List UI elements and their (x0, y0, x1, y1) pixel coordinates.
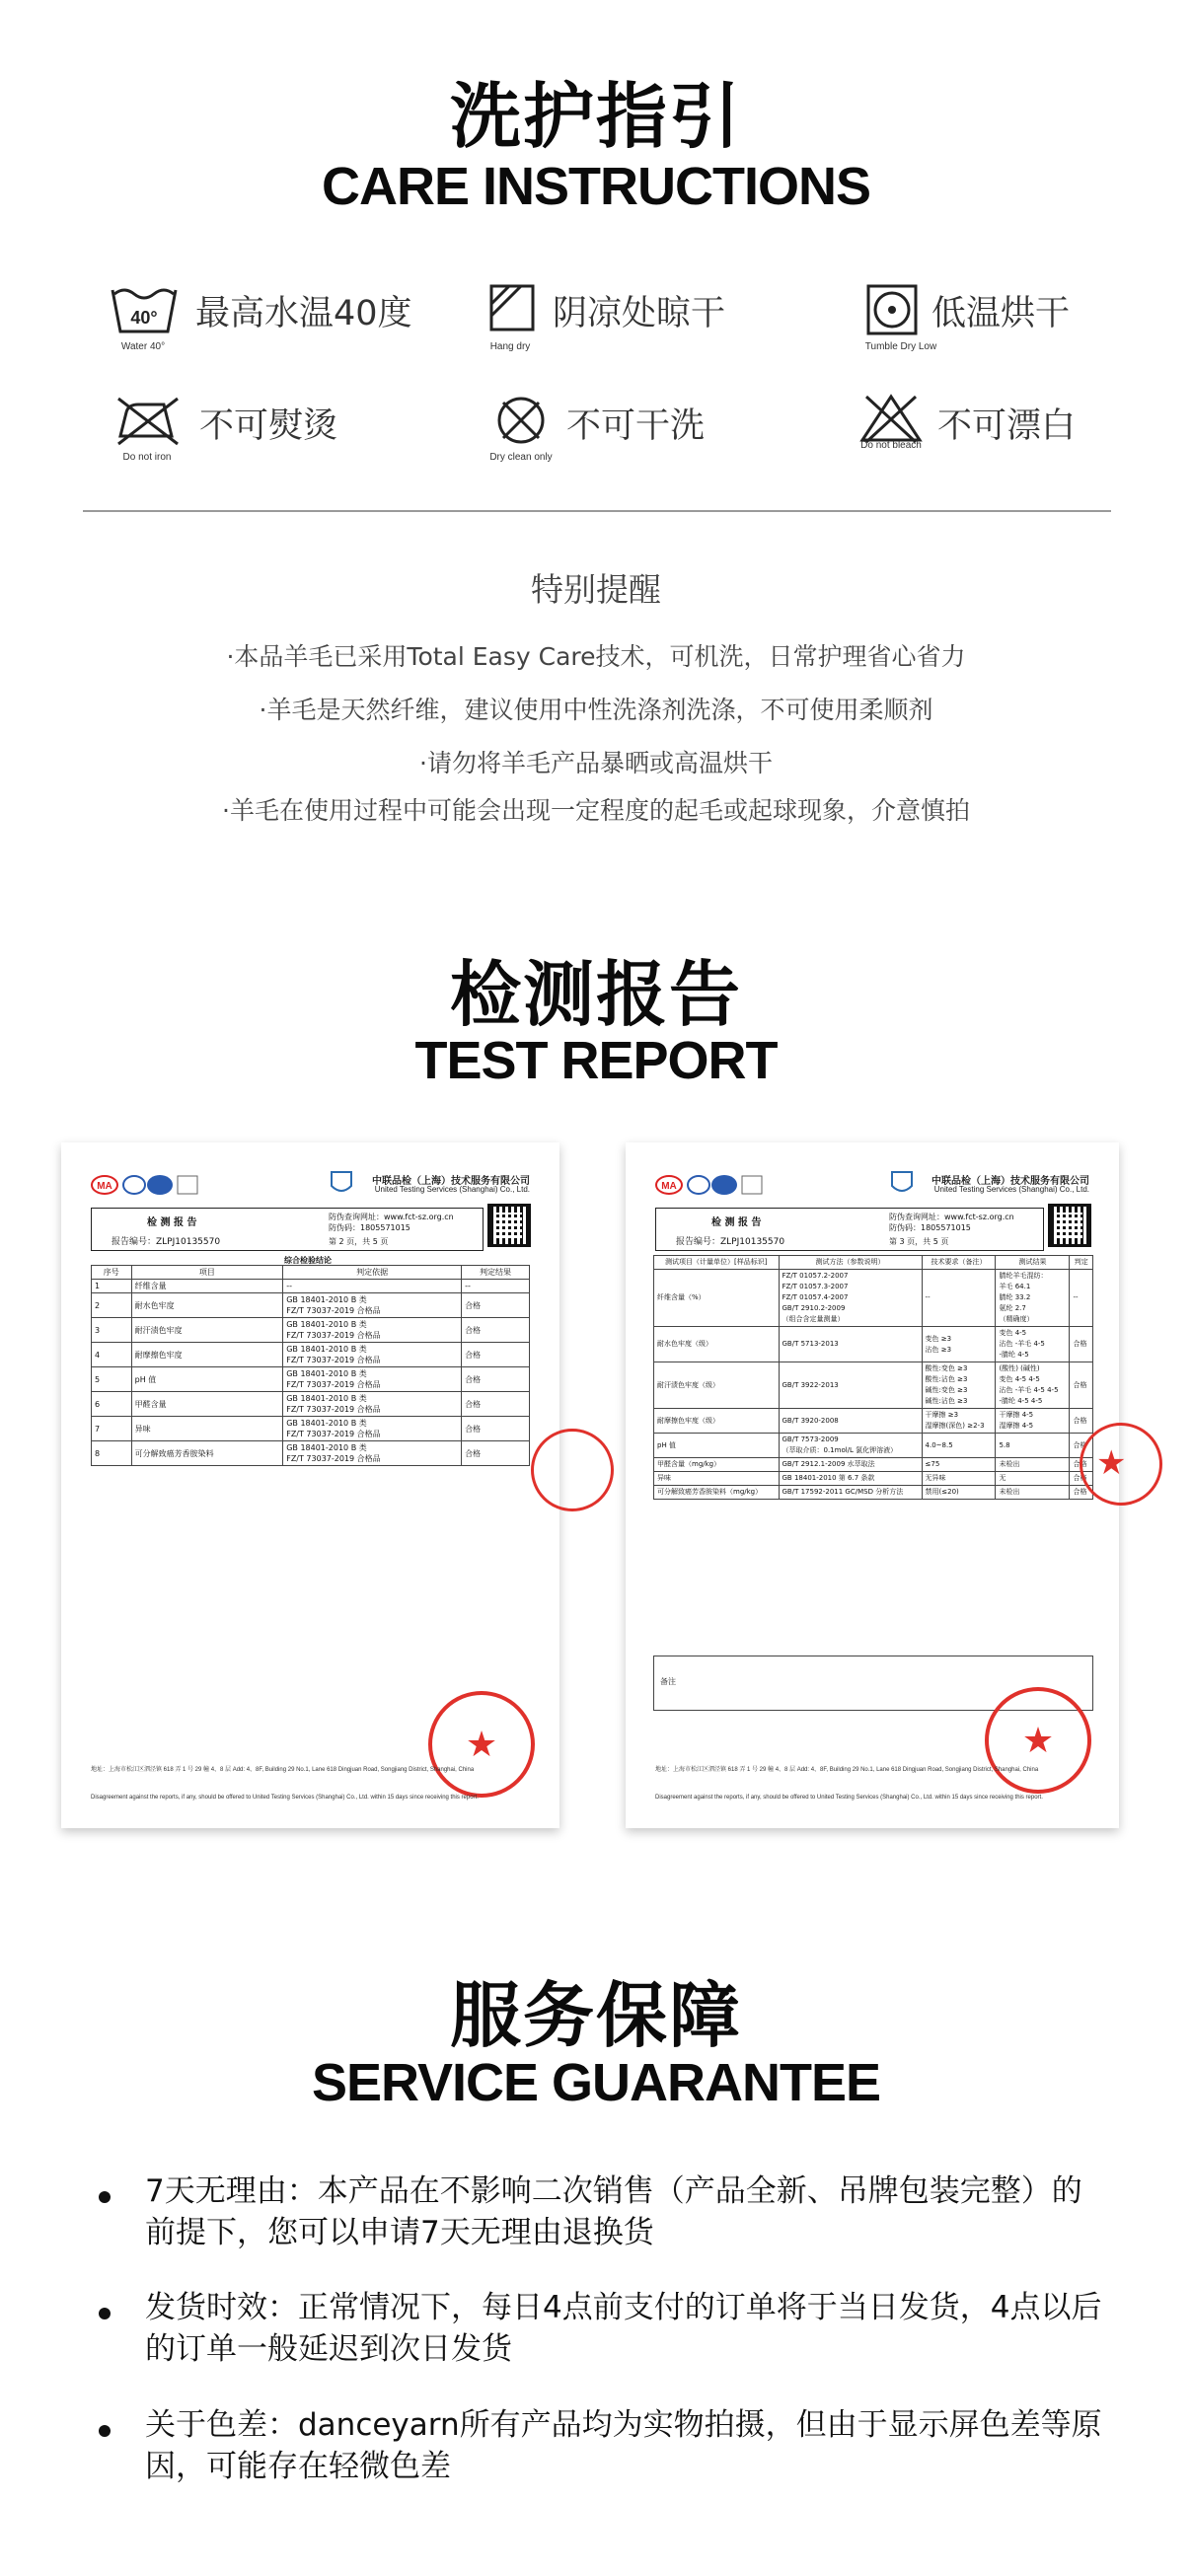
table-row (654, 1434, 1093, 1458)
cert-logos-icon (655, 1170, 813, 1200)
report-footer-address: 地址：上海市松江区泗泾镇 618 弄 1 号 29 幢 4、8 层 Add: 4、8F, Building 29 No.1, Lane 618 Dingjuan Road, Songjiang District, Shanghai, China (655, 1767, 1039, 1773)
table-cell: 8 (92, 1441, 132, 1466)
report-query-site: 防伪查询网址：www.fct-sz.org.cn (329, 1213, 454, 1221)
notice-title: 特别提醒 (531, 570, 661, 609)
table-cell: 腈纶羊毛混纺： 羊毛 64.1 腈纶 33.2 氨纶 2.7 （精确度） (996, 1270, 1070, 1327)
report-query-site: 防伪查询网址：www.fct-sz.org.cn (889, 1213, 1014, 1221)
table-cell: GB/T 3922-2013 (779, 1362, 922, 1409)
uts-logo-icon (890, 1170, 914, 1196)
bullet-icon (99, 2191, 111, 2203)
red-seal-icon (531, 1429, 614, 1511)
table-header-cell: 测试项目（计量单位）[样品标识] (654, 1256, 780, 1270)
table-row (654, 1362, 1093, 1409)
care-caption: Water 40° (120, 341, 166, 352)
table-cell: 7 (92, 1417, 132, 1441)
table-cell: GB 18401-2010 B 类 FZ/T 73037-2019 合格品 (283, 1293, 462, 1318)
wash-40-icon (109, 282, 180, 337)
table-cell: 禁用(≤20) (922, 1486, 996, 1500)
do-not-iron-icon (112, 393, 184, 448)
report-footer-disclaimer: Disagreement against the reports, if any, should be offered to United Testing Services (Shanghai) Co., Ltd. within 15 days since receiving this report. (91, 1795, 479, 1801)
care-item-no-bleach (858, 391, 1155, 470)
table-cell: GB/T 17592-2011 GC/MSD 分析方法 (779, 1486, 922, 1500)
report-page-num: 第 3 页，共 5 页 (889, 1237, 949, 1246)
table-cell: 耐汗渍色牢度 (131, 1318, 283, 1343)
report-info-box (655, 1208, 1044, 1251)
table-cell: 合格 (462, 1441, 530, 1466)
table-header-cell: 判定依据 (283, 1266, 462, 1280)
table-cell: pH 值 (654, 1434, 780, 1458)
table-cell: 无 (996, 1472, 1070, 1486)
care-caption: Dry clean only (489, 452, 553, 463)
table-cell: 4.0~8.5 (922, 1434, 996, 1458)
table-cell: 甲醛含量 (131, 1392, 283, 1417)
report-header (655, 1170, 1089, 1200)
table-row (654, 1270, 1093, 1327)
do-not-dry-clean-icon (493, 393, 549, 448)
report-query-code: 防伪码：1805571015 (329, 1223, 410, 1232)
table-cell: 合格 (1070, 1409, 1093, 1434)
cert-logos-icon (91, 1170, 249, 1200)
table-cell: 甲醛含量（mg/kg） (654, 1458, 780, 1472)
table-header-row (92, 1266, 530, 1280)
table-cell: ≤75 (922, 1458, 996, 1472)
report-title-en: TEST REPORT (414, 1031, 778, 1090)
table-cell: 合格 (462, 1367, 530, 1392)
table-cell: GB 18401-2010 B 类 FZ/T 73037-2019 合格品 (283, 1392, 462, 1417)
svg-text:MA: MA (661, 1181, 677, 1192)
table-cell: 合格 (462, 1293, 530, 1318)
service-item-return: 7天无理由：本产品在不影响二次销售（产品全新、吊牌包装完整）的前提下，您可以申请7天无理由退换货 (145, 2173, 1082, 2250)
table-cell: GB/T 7573-2009 （萃取介质：0.1mol/L 氯化钾溶液） (779, 1434, 922, 1458)
report-footer-disclaimer: Disagreement against the reports, if any, should be offered to United Testing Services (Shanghai) Co., Ltd. within 15 days since receiving this report. (655, 1795, 1043, 1801)
summary-table (91, 1265, 530, 1466)
table-cell: GB 18401-2010 B 类 FZ/T 73037-2019 合格品 (283, 1367, 462, 1392)
table-header-cell: 项目 (131, 1266, 283, 1280)
table-header-cell: 序号 (92, 1266, 132, 1280)
notice-item: ·本品羊毛已采用Total Easy Care技术，可机洗，日常护理省心省力 (226, 642, 966, 671)
table-cell: 变色 ≥3 沾色 ≥3 (922, 1327, 996, 1362)
wash-temp-badge: 40° (130, 308, 158, 328)
table-cell: 耐摩擦色牢度 (131, 1343, 283, 1367)
report-number: 报告编号：ZLPJ10135570 (676, 1237, 785, 1247)
table-cell: GB 18401-2010 B 类 FZ/T 73037-2019 合格品 (283, 1343, 462, 1367)
notice-item: ·羊毛在使用过程中可能会出现一定程度的起毛或起球现象，介意慎拍 (222, 796, 970, 825)
table-cell: GB/T 5713-2013 (779, 1327, 922, 1362)
results-table (653, 1255, 1093, 1500)
table-row (92, 1392, 530, 1417)
table-cell: 异味 (131, 1417, 283, 1441)
uts-logo-icon (330, 1170, 353, 1196)
table-cell: 纤维含量（%） (654, 1270, 780, 1327)
table-cell: 耐汗渍色牢度（级） (654, 1362, 780, 1409)
red-seal-icon: ★ (428, 1691, 535, 1798)
table-cell: 合格 (462, 1392, 530, 1417)
red-seal-icon: ★ (985, 1687, 1091, 1794)
table-cell: 5 (92, 1367, 132, 1392)
bullet-icon (99, 2308, 111, 2319)
table-row (92, 1293, 530, 1318)
report-query-code: 防伪码：1805571015 (889, 1223, 971, 1232)
service-title-cn: 服务保障 (449, 1974, 742, 2057)
table-cell: 5.8 (996, 1434, 1070, 1458)
table-row (654, 1409, 1093, 1434)
table-cell: 纤维含量 (131, 1280, 283, 1293)
test-report-page-2[interactable] (626, 1142, 1127, 1828)
table-row (92, 1280, 530, 1293)
table-cell: 干摩擦 4-5 湿摩擦 4-5 (996, 1409, 1070, 1434)
svg-text:MA: MA (97, 1181, 112, 1192)
care-label: 最高水温40度 (195, 294, 412, 333)
care-caption: Do not bleach (860, 440, 922, 451)
table-cell: 合格 (1070, 1472, 1093, 1486)
table-cell: 3 (92, 1318, 132, 1343)
table-header-cell: 判定结果 (462, 1266, 530, 1280)
table-cell: GB 18401-2010 第 6.7 条款 (779, 1472, 922, 1486)
table-cell: 合格 (462, 1318, 530, 1343)
qr-code-icon (1048, 1204, 1091, 1247)
report-title-cn: 检测报告 (449, 953, 742, 1036)
red-seal-icon: ★ (1080, 1423, 1162, 1506)
care-caption: Hang dry (489, 341, 531, 352)
care-caption: Tumble Dry Low (864, 341, 937, 352)
care-item-hang-dry (487, 282, 783, 361)
table-cell: 耐水色牢度（级） (654, 1327, 780, 1362)
summary-title: 综合检验结论 (284, 1256, 332, 1265)
table-row (92, 1343, 530, 1367)
table-cell: 变色 4-5 沾色 -羊毛 4-5 -腈纶 4-5 (996, 1327, 1070, 1362)
notice-item: ·请勿将羊毛产品暴晒或高温烘干 (419, 749, 773, 777)
table-cell: 合格 (1070, 1458, 1093, 1472)
table-cell: 合格 (462, 1417, 530, 1441)
table-row (92, 1367, 530, 1392)
table-row (654, 1472, 1093, 1486)
report-org-en: United Testing Services (Shanghai) Co., Ltd. (933, 1185, 1089, 1194)
table-cell: GB/T 3920-2008 (779, 1409, 922, 1434)
care-item-wash (109, 282, 444, 361)
report-number: 报告编号：ZLPJ10135570 (112, 1237, 221, 1247)
table-cell: GB/T 2912.1-2009 水萃取法 (779, 1458, 922, 1472)
table-cell: 合格 (1070, 1327, 1093, 1362)
report-page-num: 第 2 页，共 5 页 (329, 1237, 389, 1246)
table-header-row (654, 1256, 1093, 1270)
table-cell: 干摩擦 ≥3 湿摩擦(深色) ≥2-3 (922, 1409, 996, 1434)
table-cell: -- (922, 1270, 996, 1327)
notice-item: ·羊毛是天然纤维，建议使用中性洗涤剂洗涤，不可使用柔顺剂 (259, 696, 933, 724)
table-cell: 2 (92, 1293, 132, 1318)
report-org-cn: 中联品检（上海）技术服务有限公司 (372, 1176, 530, 1187)
table-cell: 可分解致癌芳香胺染料 (131, 1441, 283, 1466)
care-label: 阴凉处晾干 (553, 294, 726, 333)
table-cell: -- (1070, 1270, 1093, 1327)
care-title-en: CARE INSTRUCTIONS (321, 157, 870, 216)
table-cell: -- (283, 1280, 462, 1293)
table-row (92, 1318, 530, 1343)
care-label: 不可熨烫 (199, 406, 338, 446)
table-cell: 1 (92, 1280, 132, 1293)
table-row (654, 1486, 1093, 1500)
care-item-no-iron (112, 393, 448, 472)
table-cell: 耐水色牢度 (131, 1293, 283, 1318)
table-cell: FZ/T 01057.2-2007 FZ/T 01057.3-2007 FZ/T 01057.4-2007 GB/T 2910.2-2009 （组合含定量测量） (779, 1270, 922, 1327)
table-cell: pH 值 (131, 1367, 283, 1392)
test-report-page-1[interactable] (61, 1142, 559, 1828)
care-item-tumble-dry (864, 282, 1160, 361)
notes-label: 备注 (660, 1677, 676, 1686)
care-caption: Do not iron (122, 452, 172, 463)
table-cell: (酸性) (碱性) 变色 4-5 4-5 沾色 -羊毛 4-5 4-5 -腈纶 4-5 4-5 (996, 1362, 1070, 1409)
table-cell: GB 18401-2010 B 类 FZ/T 73037-2019 合格品 (283, 1417, 462, 1441)
table-cell: 4 (92, 1343, 132, 1367)
section-divider (83, 510, 1111, 512)
report-footer-address: 地址：上海市松江区泗泾镇 618 弄 1 号 29 幢 4、8 层 Add: 4、8F, Building 29 No.1, Lane 618 Dingjuan Road, Songjiang District, Shanghai, China (91, 1767, 475, 1773)
table-cell: 合格 (1070, 1486, 1093, 1500)
qr-code-icon (487, 1204, 531, 1247)
report-doc-title: 检 测 报 告 (711, 1217, 762, 1228)
table-cell: 合格 (1070, 1362, 1093, 1409)
table-cell: 无异味 (922, 1472, 996, 1486)
table-header-cell: 测试方法（参数说明） (779, 1256, 922, 1270)
table-cell: 耐摩擦色牢度（级） (654, 1409, 780, 1434)
table-row (654, 1327, 1093, 1362)
table-header-cell: 判定 (1070, 1256, 1093, 1270)
care-label: 低温烘干 (931, 294, 1071, 333)
table-cell: 6 (92, 1392, 132, 1417)
table-cell: 合格 (1070, 1434, 1093, 1458)
report-info-box (91, 1208, 484, 1251)
table-cell: 未检出 (996, 1458, 1070, 1472)
table-cell: 未检出 (996, 1486, 1070, 1500)
table-row (654, 1458, 1093, 1472)
service-title-en: SERVICE GUARANTEE (311, 2053, 881, 2112)
service-item-color: 关于色差：danceyarn所有产品均为实物拍摄，但由于显示屏色差等原因，可能存在轻微色差 (145, 2407, 1102, 2484)
table-row (92, 1417, 530, 1441)
table-cell: GB 18401-2010 B 类 FZ/T 73037-2019 合格品 (283, 1441, 462, 1466)
table-header-cell: 技术要求（备注） (922, 1256, 996, 1270)
report-header (91, 1170, 530, 1200)
hang-dry-shade-icon (487, 282, 537, 333)
table-cell: GB 18401-2010 B 类 FZ/T 73037-2019 合格品 (283, 1318, 462, 1343)
bullet-icon (99, 2425, 111, 2437)
table-cell: 异味 (654, 1472, 780, 1486)
care-item-no-dry-clean (489, 393, 789, 472)
care-title-cn: 洗护指引 (449, 75, 742, 158)
table-row (92, 1441, 530, 1466)
table-cell: 酸性:变色 ≥3 酸性:沾色 ≥3 碱性:变色 ≥3 碱性:沾色 ≥3 (922, 1362, 996, 1409)
care-label: 不可漂白 (937, 406, 1077, 446)
do-not-bleach-icon (858, 391, 924, 446)
report-doc-title: 检 测 报 告 (147, 1217, 197, 1228)
service-item-shipping: 发货时效：正常情况下，每日4点前支付的订单将于当日发货，4点以后的订单一般延迟到次日发货 (145, 2290, 1102, 2367)
care-label: 不可干洗 (566, 406, 706, 446)
tumble-dry-low-icon (864, 282, 920, 337)
table-header-cell: 测试结果 (996, 1256, 1070, 1270)
report-org-cn: 中联品检（上海）技术服务有限公司 (931, 1176, 1089, 1187)
table-cell: 合格 (462, 1343, 530, 1367)
table-cell: 可分解致癌芳香胺染料（mg/kg） (654, 1486, 780, 1500)
table-cell: -- (462, 1280, 530, 1293)
report-org-en: United Testing Services (Shanghai) Co., Ltd. (374, 1185, 530, 1194)
